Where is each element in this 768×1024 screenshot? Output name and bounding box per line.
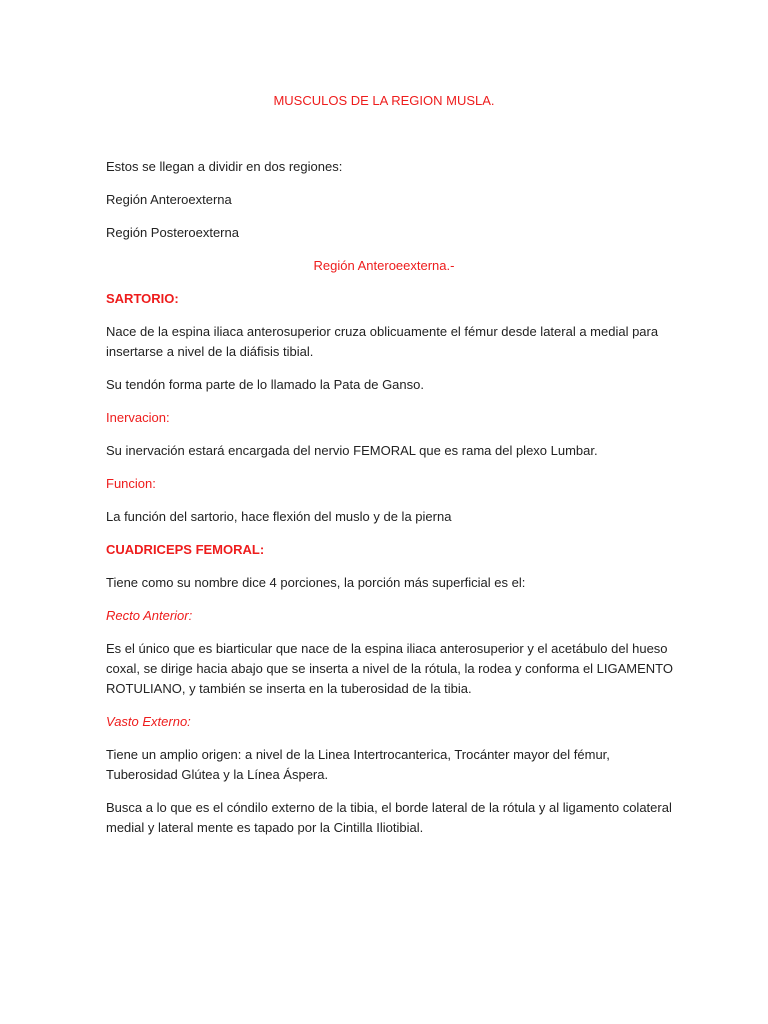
region-item-posteroexterna: Región Posteroexterna (106, 225, 239, 240)
recto-anterior-line: coxal, se dirige hacia abajo que se inserta a nivel de la rótula, la rodea y conforma el LIGAMENTO (106, 661, 674, 676)
section-heading: Región Anteroeexterna.- (313, 258, 455, 273)
sartorio-heading: SARTORIO: (106, 291, 179, 306)
inervacion-text: Su inervación estará encargada del nervio FEMORAL que es rama del plexo Lumbar. (106, 443, 598, 458)
recto-anterior-line: Es el único que es biarticular que nace de la espina iliaca anterosuperior y el acetábulo del hueso (106, 641, 668, 656)
inervacion-heading: Inervacion: (106, 410, 170, 425)
sartorio-paragraph-line: Nace de la espina iliaca anterosuperior cruza oblicuamente el fémur desde lateral a medial para (106, 324, 659, 339)
sartorio-tendon-text: Su tendón forma parte de lo llamado la Pata de Ganso. (106, 377, 424, 392)
vasto-externo-line: Tiene un amplio origen: a nivel de la Linea Intertrocanterica, Trocánter mayor del fémur, (106, 747, 610, 762)
vasto-externo-line: Tuberosidad Glútea y la Línea Áspera. (106, 767, 329, 782)
cuadriceps-intro: Tiene como su nombre dice 4 porciones, la porción más superficial es el: (106, 575, 526, 590)
vasto-externo-line: Busca a lo que es el cóndilo externo de la tibia, el borde lateral de la rótula y al ligamento colateral (106, 800, 672, 815)
vasto-externo-line: medial y lateral mente es tapado por la Cintilla Iliotibial. (106, 820, 424, 835)
intro-text: Estos se llegan a dividir en dos regiones: (106, 159, 343, 174)
region-item-anteroexterna: Región Anteroexterna (106, 192, 232, 207)
cuadriceps-heading: CUADRICEPS FEMORAL: (106, 542, 265, 557)
recto-anterior-line: ROTULIANO, y también se inserta en la tuberosidad de la tibia. (106, 681, 472, 696)
vasto-externo-heading: Vasto Externo: (106, 714, 191, 729)
funcion-heading: Funcion: (106, 476, 156, 491)
sartorio-paragraph-line: insertarse a nivel de la diáfisis tibial. (106, 344, 314, 359)
funcion-text: La función del sartorio, hace flexión del muslo y de la pierna (106, 509, 452, 524)
recto-anterior-heading: Recto Anterior: (106, 608, 193, 623)
document-title: MUSCULOS DE LA REGION MUSLA. (273, 93, 495, 108)
